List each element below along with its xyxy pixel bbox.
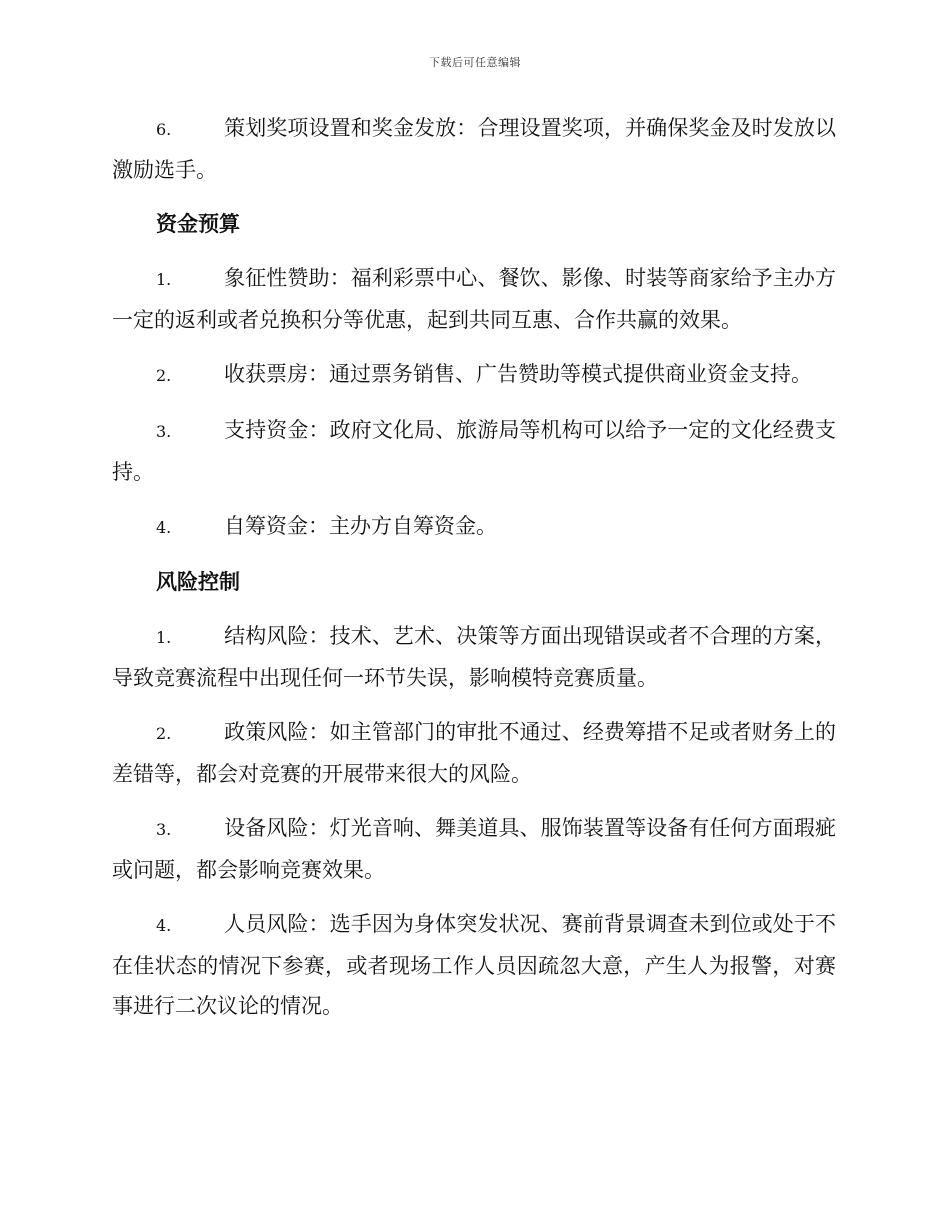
item-number: 4.: [156, 518, 172, 537]
item-number: 2.: [156, 366, 172, 385]
item-number: 1.: [156, 270, 172, 289]
item-number: 4.: [156, 916, 172, 935]
budget-item-1: [112, 258, 836, 340]
item-number: 1.: [156, 628, 172, 647]
budget-item-4: [112, 506, 836, 548]
risk-item-2: [112, 712, 836, 794]
list-item-6: [112, 108, 836, 190]
risk-item-1: [112, 616, 836, 698]
item-number: 6.: [156, 120, 172, 139]
item-text: 策划奖项设置和奖金发放：合理设置奖项，并确保奖金及时发放以激励选手。: [112, 116, 836, 182]
item-text: 支持资金：政府文化局、旅游局等机构可以给予一定的文化经费支持。: [112, 418, 836, 484]
document-body: [112, 108, 836, 1040]
item-text: 收获票房：通过票务销售、广告赞助等模式提供商业资金支持。: [224, 362, 812, 386]
item-text: 设备风险：灯光音响、舞美道具、服饰装置等设备有任何方面瑕疵或问题，都会影响竞赛效果。: [112, 816, 836, 882]
item-number: 2.: [156, 724, 172, 743]
budget-item-2: [112, 354, 836, 396]
item-number: 3.: [156, 820, 172, 839]
item-number: 3.: [156, 422, 172, 441]
risk-item-4: [112, 904, 836, 1026]
header-note: 下载后可任意编辑: [429, 56, 521, 69]
item-text: 自筹资金：主办方自筹资金。: [224, 514, 497, 538]
budget-item-3: [112, 410, 836, 492]
item-text: 人员风险：选手因为身体突发状况、赛前背景调查未到位或处于不在佳状态的情况下参赛，或者现场工作人员因疏忽大意，产生人为报警，对赛事进行二次议论的情况。: [112, 912, 836, 1018]
item-text: 象征性赞助：福利彩票中心、餐饮、影像、时装等商家给予主办方一定的返利或者兑换积分等优惠，起到共同互惠、合作共赢的效果。: [112, 266, 836, 332]
section-heading-budget: 资金预算: [156, 212, 240, 236]
risk-item-3: [112, 808, 836, 890]
item-text: 结构风险：技术、艺术、决策等方面出现错误或者不合理的方案，导致竞赛流程中出现任何一环节失误，影响模特竞赛质量。: [112, 624, 836, 690]
item-text: 政策风险：如主管部门的审批不通过、经费筹措不足或者财务上的差错等，都会对竞赛的开展带来很大的风险。: [112, 720, 836, 786]
section-heading-risk: 风险控制: [156, 570, 240, 594]
